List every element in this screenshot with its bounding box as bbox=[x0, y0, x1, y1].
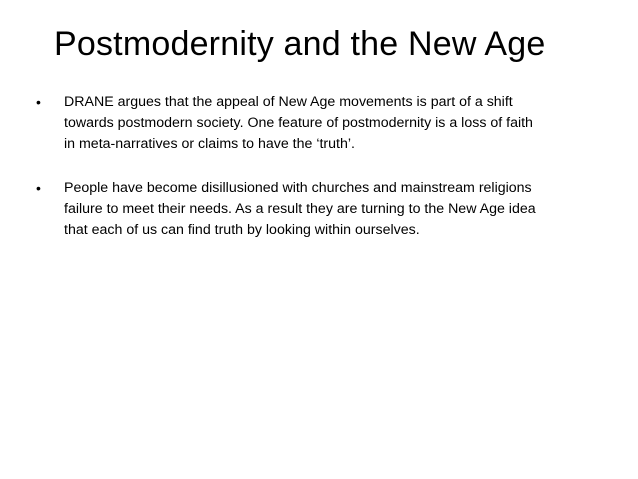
bullet-list bbox=[36, 92, 616, 264]
slide-title: Postmodernity and the New Age bbox=[54, 25, 546, 63]
bullet-item bbox=[36, 178, 616, 241]
bullet-marker: • bbox=[36, 180, 41, 196]
bullet-marker: • bbox=[36, 94, 41, 110]
bullet-text: DRANE argues that the appeal of New Age movements is part of a shift towards postmodern society. One feature of postmodernity is a loss of faith in meta-narratives or claims to have the ‘truth’. bbox=[64, 94, 533, 152]
bullet-item bbox=[36, 92, 616, 155]
bullet-text: People have become disillusioned with churches and mainstream religions failure to meet their needs. As a result they are turning to the New Age idea that each of us can find truth by looking within ourselves. bbox=[64, 180, 536, 238]
